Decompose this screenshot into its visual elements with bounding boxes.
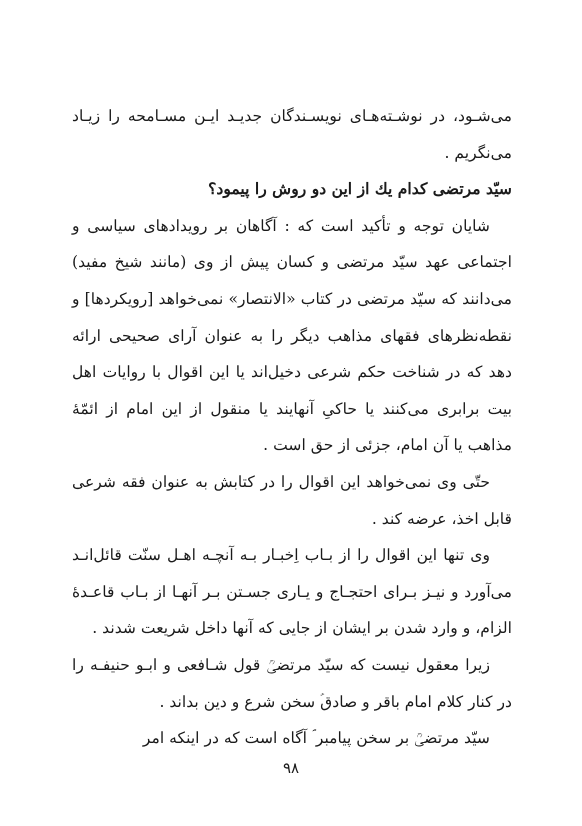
body-text xyxy=(72,98,512,757)
paragraph-continuation: می‌شـود، در نوشـته‌هـای نویسـندگان جدیـد ایـن مسـامحه را زیـاد می‌نگریم . xyxy=(72,107,512,162)
paragraph: زیرا معقول نیست که سیّد مرتضیؒ قول شـافعی و ابـو حنیفـه را در کنار کلام امام باقر و صادق‌ؑ سخن شرع و دین بداند . xyxy=(72,655,512,711)
section-heading: سیّد مرتضی کدام یك از این دو روش را پیمود؟ xyxy=(208,179,512,199)
paragraph: شایان توجه و تأکید است که : آگاهان بر رویدادهای سیاسی و اجتماعی عهد سیّد مرتضی و کسان پیش از وی (مانند شیخ مفید) می‌دانند که سیّد مرتضی در کتاب «الانتصار» نمی‌خواهد [رویکردها] و نقطه‌نظرهای فقهای مذاهب دیگر را به عنوان آرای صحیحی ارائه دهد که در شناخت حکم شرعی دخیل‌اند یا این اقوال با روایات اهل بیت برابری می‌کنند یا حاکیِ آنهایند یا منقول از این امام از ائمّهٔ مذاهب یا آن امام، جزئی از حق است . xyxy=(72,216,512,455)
paragraph: وی تنها این اقوال را از بـاب اِخبـار بـه آنچـه اهـل سنّت قائل‌انـد می‌آورد و نیـز بـرای احتجـاج و یـاری جسـتن بـر آنهـا از بـاب قاعـدهٔ الزام، و وارد شدن بر ایشان از جایی که آنها داخل شریعت شدند . xyxy=(72,546,512,638)
page-number: ۹۸ xyxy=(282,759,300,777)
paragraph: حتّی وی نمی‌خواهد این اقوال را در کتابش به عنوان فقه شرعی قابل اخذ، عرضه کند . xyxy=(72,472,512,528)
paragraph: سیّد مرتضیؒ بر سخن پیامبر ؐ آگاه است که در اینکه امر xyxy=(142,729,490,748)
